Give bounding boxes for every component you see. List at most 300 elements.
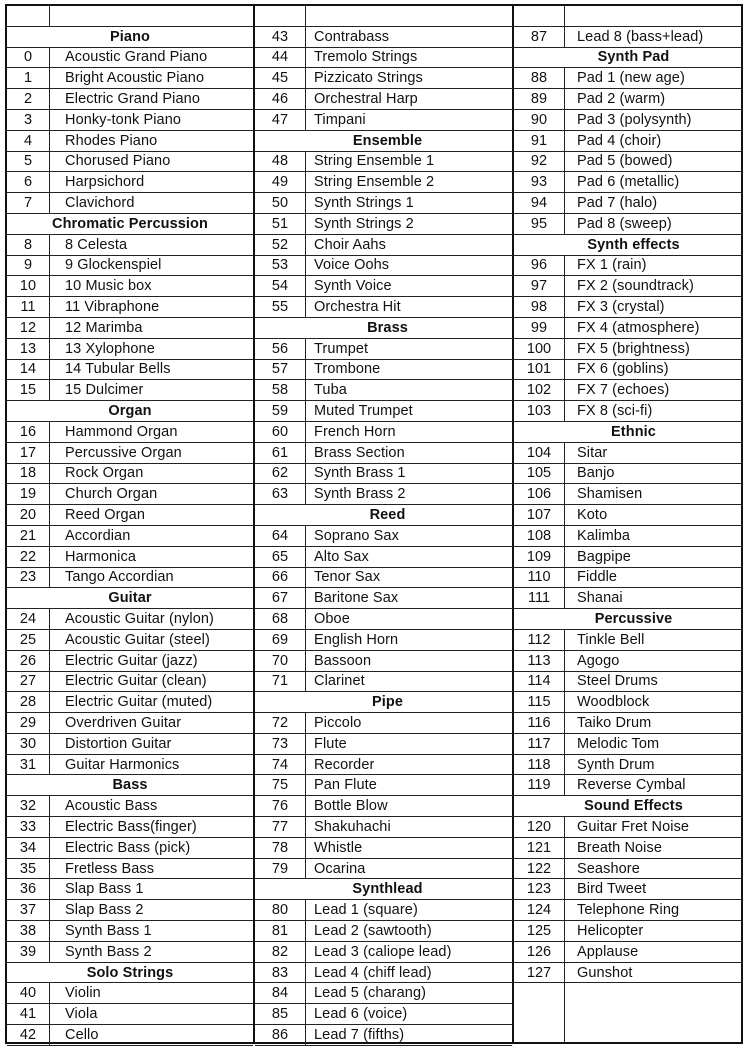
instrument-name: Choir Aahs — [314, 236, 386, 253]
instrument-name: FX 1 (rain) — [577, 257, 647, 274]
section-header — [255, 879, 512, 900]
program-number: 39 — [7, 942, 50, 962]
instrument-name: 12 Marimba — [65, 319, 143, 336]
instrument-name: Slap Bass 2 — [65, 902, 144, 919]
instrument-name: Lead 5 (charang) — [314, 985, 427, 1002]
program-number: 77 — [255, 817, 306, 837]
table-row — [514, 27, 741, 48]
program-number: 96 — [514, 256, 565, 276]
program-number: 126 — [514, 942, 565, 962]
instrument-name: Slap Bass 1 — [65, 881, 144, 898]
table-row — [514, 256, 741, 277]
instrument-name — [50, 6, 253, 26]
instrument-name: French Horn — [314, 423, 396, 440]
instrument-name: Bagpipe — [577, 548, 631, 565]
program-number: 43 — [255, 27, 306, 47]
program-number: 110 — [514, 568, 565, 588]
table-row — [255, 630, 512, 651]
instrument-name: Electric Grand Piano — [65, 91, 200, 108]
instrument-name: Pizzicato Strings — [314, 70, 423, 87]
table-row — [7, 651, 253, 672]
program-number: 63 — [255, 484, 306, 504]
program-number: 49 — [255, 172, 306, 192]
program-number: 106 — [514, 484, 565, 504]
table-row — [514, 297, 741, 318]
table-row — [255, 464, 512, 485]
instrument-name: Accordian — [65, 527, 131, 544]
table-row — [255, 276, 512, 297]
table-row — [7, 609, 253, 630]
instrument-name: Lead 7 (fifths) — [314, 1026, 405, 1043]
instrument-name: Applause — [577, 943, 639, 960]
instrument-name: 15 Dulcimer — [65, 382, 144, 399]
program-number: 26 — [7, 651, 50, 671]
instrument-name: Soprano Sax — [314, 527, 399, 544]
table-row — [255, 110, 512, 131]
program-number: 56 — [255, 339, 306, 359]
section-header — [514, 235, 741, 256]
instrument-name: Ocarina — [314, 860, 366, 877]
program-number: 32 — [7, 796, 50, 816]
instrument-name: Viola — [65, 1006, 98, 1023]
instrument-name: Tremolo Strings — [314, 49, 418, 66]
instrument-name: Pad 8 (sweep) — [577, 215, 672, 232]
instrument-name: Pan Flute — [314, 777, 377, 794]
program-number: 59 — [255, 401, 306, 421]
instrument-name: Violin — [65, 985, 101, 1002]
program-number: 85 — [255, 1004, 306, 1024]
instrument-name: Percussive Organ — [65, 444, 182, 461]
program-number: 62 — [255, 464, 306, 484]
table-row — [255, 588, 512, 609]
instrument-name: Shamisen — [577, 486, 643, 503]
instrument-name: Pad 6 (metallic) — [577, 174, 680, 191]
program-number: 29 — [7, 713, 50, 733]
program-number: 86 — [255, 1025, 306, 1045]
instrument-name: Electric Guitar (clean) — [65, 673, 207, 690]
instrument-name: Pad 3 (polysynth) — [577, 111, 692, 128]
program-number: 12 — [7, 318, 50, 338]
table-row — [7, 859, 253, 880]
table-row — [255, 900, 512, 921]
table-row — [255, 214, 512, 235]
table-row — [514, 630, 741, 651]
program-number: 20 — [7, 505, 50, 525]
program-number: 82 — [255, 942, 306, 962]
section-title: Guitar — [108, 590, 152, 607]
program-number: 105 — [514, 464, 565, 484]
table-row — [7, 422, 253, 443]
instrument-name: Electric Bass(finger) — [65, 818, 197, 835]
table-row — [514, 380, 741, 401]
program-number: 65 — [255, 547, 306, 567]
table-row — [255, 443, 512, 464]
program-number: 92 — [514, 152, 565, 172]
program-number: 58 — [255, 380, 306, 400]
program-number: 48 — [255, 152, 306, 172]
section-title: Reed — [369, 507, 406, 524]
program-number: 78 — [255, 838, 306, 858]
table-row — [7, 921, 253, 942]
section-title: Sound Effects — [584, 798, 683, 815]
program-number: 52 — [255, 235, 306, 255]
table-row — [255, 484, 512, 505]
program-number: 120 — [514, 817, 565, 837]
program-number: 66 — [255, 568, 306, 588]
instrument-name: Reverse Cymbal — [577, 777, 686, 794]
instrument-name: Church Organ — [65, 486, 158, 503]
program-number: 119 — [514, 775, 565, 795]
table-row — [7, 131, 253, 152]
program-number: 19 — [7, 484, 50, 504]
program-number: 109 — [514, 547, 565, 567]
program-number: 114 — [514, 672, 565, 692]
instrument-name: Distortion Guitar — [65, 735, 172, 752]
program-number: 37 — [7, 900, 50, 920]
program-number: 24 — [7, 609, 50, 629]
table-row — [514, 692, 741, 713]
instrument-name: Acoustic Guitar (steel) — [65, 631, 210, 648]
program-number: 98 — [514, 297, 565, 317]
table-row — [7, 879, 253, 900]
instrument-name: Sitar — [577, 444, 608, 461]
table-row — [255, 193, 512, 214]
table-row — [514, 318, 741, 339]
instrument-name: Lead 4 (chiff lead) — [314, 964, 432, 981]
program-number: 121 — [514, 838, 565, 858]
table-row — [255, 942, 512, 963]
table-row — [255, 775, 512, 796]
instrument-name: Whistle — [314, 839, 363, 856]
program-number: 36 — [7, 879, 50, 899]
program-number: 18 — [7, 464, 50, 484]
program-number — [7, 6, 50, 26]
instrument-name: Guitar Fret Noise — [577, 818, 690, 835]
table-row — [514, 360, 741, 381]
table-row — [255, 401, 512, 422]
table-row — [7, 755, 253, 776]
instrument-name: Pad 1 (new age) — [577, 70, 685, 87]
instrument-name: Telephone Ring — [577, 902, 680, 919]
program-number: 11 — [7, 297, 50, 317]
table-row — [7, 630, 253, 651]
instrument-name: Gunshot — [577, 964, 633, 981]
table-row — [255, 256, 512, 277]
instrument-name: Woodblock — [577, 694, 650, 711]
instrument-name: Overdriven Guitar — [65, 714, 182, 731]
table-row — [514, 131, 741, 152]
instrument-name: Oboe — [314, 611, 350, 627]
section-title: Piano — [110, 28, 150, 45]
instrument-name: 14 Tubular Bells — [65, 361, 171, 378]
program-number: 125 — [514, 921, 565, 941]
table-row — [514, 547, 741, 568]
table-row — [255, 68, 512, 89]
table-column-3 — [512, 6, 741, 1042]
instrument-name: Acoustic Bass — [65, 798, 158, 815]
instrument-name: String Ensemble 1 — [314, 153, 435, 170]
table-row — [7, 817, 253, 838]
header-row — [255, 6, 512, 27]
program-number: 60 — [255, 422, 306, 442]
program-number: 5 — [7, 152, 50, 172]
instrument-name: Tenor Sax — [314, 569, 381, 586]
program-number: 76 — [255, 796, 306, 816]
instrument-name: 11 Vibraphone — [65, 299, 160, 316]
instrument-name: Synth Brass 2 — [314, 486, 406, 503]
instrument-name: Lead 2 (sawtooth) — [314, 922, 432, 939]
table-row — [7, 942, 253, 963]
table-row — [7, 152, 253, 173]
table-row — [7, 526, 253, 547]
program-number: 107 — [514, 505, 565, 525]
table-row — [255, 152, 512, 173]
instrument-name — [565, 6, 741, 26]
section-title: Chromatic Percussion — [52, 215, 208, 232]
instrument-name: Bright Acoustic Piano — [65, 70, 205, 87]
instrument-name: Baritone Sax — [314, 590, 399, 607]
section-header — [514, 48, 741, 69]
table-row — [255, 172, 512, 193]
instrument-table — [5, 4, 743, 1044]
table-row — [7, 68, 253, 89]
instrument-name: Synth Strings 1 — [314, 195, 414, 212]
section-header — [255, 131, 512, 152]
program-number: 103 — [514, 401, 565, 421]
table-row — [514, 505, 741, 526]
table-row — [514, 339, 741, 360]
instrument-name: Synth Brass 1 — [314, 465, 406, 482]
instrument-name: Rhodes Piano — [65, 132, 158, 149]
table-row — [7, 838, 253, 859]
instrument-name: Kalimba — [577, 527, 631, 544]
section-title: Bass — [112, 777, 148, 794]
instrument-name: Lead 8 (bass+lead) — [577, 28, 704, 45]
instrument-name: 8 Celesta — [65, 236, 128, 253]
program-number: 113 — [514, 651, 565, 671]
program-number: 14 — [7, 360, 50, 380]
instrument-name: Synth Voice — [314, 278, 392, 295]
table-row — [7, 547, 253, 568]
table-row — [255, 755, 512, 776]
instrument-name: Fiddle — [577, 569, 618, 586]
table-row — [514, 755, 741, 776]
program-number: 27 — [7, 672, 50, 692]
instrument-name: Flute — [314, 735, 347, 752]
instrument-name: Lead 1 (square) — [314, 902, 418, 919]
table-row — [255, 1025, 512, 1046]
program-number: 117 — [514, 734, 565, 754]
table-row — [514, 588, 741, 609]
program-number: 91 — [514, 131, 565, 151]
instrument-name: Electric Guitar (muted) — [65, 694, 213, 711]
program-number: 16 — [7, 422, 50, 442]
section-title: Percussive — [594, 611, 673, 627]
table-row — [7, 672, 253, 693]
table-row — [514, 879, 741, 900]
program-number: 81 — [255, 921, 306, 941]
instrument-name: Helicopter — [577, 922, 644, 939]
program-number: 53 — [255, 256, 306, 276]
table-row — [255, 983, 512, 1004]
table-row — [7, 360, 253, 381]
instrument-name: Bassoon — [314, 652, 372, 669]
instrument-name: 10 Music box — [65, 278, 152, 295]
table-row — [255, 235, 512, 256]
instrument-name: Pad 2 (warm) — [577, 91, 666, 108]
instrument-name: Cello — [65, 1026, 99, 1043]
program-number: 2 — [7, 89, 50, 109]
program-number: 127 — [514, 963, 565, 983]
table-row — [255, 27, 512, 48]
section-title: Organ — [108, 403, 152, 420]
instrument-name: Tinkle Bell — [577, 631, 645, 648]
program-number: 46 — [255, 89, 306, 109]
program-number: 6 — [7, 172, 50, 192]
table-row — [7, 692, 253, 713]
table-row — [514, 775, 741, 796]
program-number: 28 — [7, 692, 50, 712]
section-header — [7, 963, 253, 984]
table-row — [514, 900, 741, 921]
header-row — [514, 6, 741, 27]
instrument-name: Taiko Drum — [577, 714, 652, 731]
section-header — [514, 609, 741, 630]
instrument-name: Fretless Bass — [65, 860, 155, 877]
table-row — [255, 339, 512, 360]
table-row — [255, 859, 512, 880]
instrument-name: Muted Trumpet — [314, 403, 413, 420]
program-number: 69 — [255, 630, 306, 650]
instrument-name: 9 Glockenspiel — [65, 257, 162, 274]
instrument-name: Melodic Tom — [577, 735, 660, 752]
program-number: 25 — [7, 630, 50, 650]
program-number: 13 — [7, 339, 50, 359]
table-row — [514, 401, 741, 422]
program-number: 23 — [7, 568, 50, 588]
table-row — [7, 484, 253, 505]
table-row — [7, 734, 253, 755]
empty-cell — [514, 983, 565, 1042]
program-number: 79 — [255, 859, 306, 879]
table-row — [514, 214, 741, 235]
table-row — [514, 172, 741, 193]
program-number: 40 — [7, 983, 50, 1003]
table-row — [255, 838, 512, 859]
program-number: 108 — [514, 526, 565, 546]
program-number: 17 — [7, 443, 50, 463]
table-row — [514, 672, 741, 693]
table-row — [255, 297, 512, 318]
table-row — [514, 484, 741, 505]
table-row — [7, 1004, 253, 1025]
section-header — [255, 692, 512, 713]
table-row — [514, 152, 741, 173]
instrument-name: Clarinet — [314, 673, 365, 690]
instrument-name: Pad 7 (halo) — [577, 195, 658, 212]
instrument-name: Shanai — [577, 590, 623, 607]
table-row — [7, 110, 253, 131]
table-row — [514, 568, 741, 589]
section-header — [7, 775, 253, 796]
table-row — [7, 172, 253, 193]
instrument-name: 13 Xylophone — [65, 340, 155, 357]
program-number: 111 — [514, 588, 565, 608]
table-row — [255, 568, 512, 589]
section-header — [7, 401, 253, 422]
table-row — [7, 505, 253, 526]
table-row — [255, 651, 512, 672]
table-row — [514, 859, 741, 880]
table-column-1 — [7, 6, 253, 1042]
program-number: 10 — [7, 276, 50, 296]
program-number: 67 — [255, 588, 306, 608]
program-number: 1 — [7, 68, 50, 88]
program-number: 31 — [7, 755, 50, 775]
table-row — [7, 1025, 253, 1046]
instrument-name: Clavichord — [65, 195, 135, 212]
instrument-name: Reed Organ — [65, 507, 145, 524]
program-number: 54 — [255, 276, 306, 296]
program-number: 94 — [514, 193, 565, 213]
instrument-name: Lead 3 (caliope lead) — [314, 943, 452, 960]
table-row — [255, 713, 512, 734]
table-row — [255, 796, 512, 817]
table-row — [7, 48, 253, 69]
section-header — [7, 214, 253, 235]
table-row — [7, 276, 253, 297]
instrument-name: Bird Tweet — [577, 881, 647, 898]
instrument-name: FX 2 (soundtrack) — [577, 278, 694, 295]
empty-filler — [514, 983, 741, 1042]
section-header — [7, 27, 253, 48]
instrument-name: Pad 5 (bowed) — [577, 153, 673, 170]
instrument-name: Pad 4 (choir) — [577, 132, 662, 149]
program-number: 97 — [514, 276, 565, 296]
table-row — [255, 1004, 512, 1025]
instrument-name: Lead 6 (voice) — [314, 1006, 408, 1023]
section-title: Pipe — [371, 694, 404, 711]
program-number: 101 — [514, 360, 565, 380]
table-row — [514, 68, 741, 89]
table-row — [514, 276, 741, 297]
instrument-name: Synth Drum — [577, 756, 655, 773]
instrument-name: Trombone — [314, 361, 381, 378]
table-row — [514, 921, 741, 942]
instrument-name: Steel Drums — [577, 673, 658, 690]
section-header — [514, 796, 741, 817]
table-row — [255, 817, 512, 838]
program-number: 21 — [7, 526, 50, 546]
table-row — [7, 443, 253, 464]
program-number: 4 — [7, 131, 50, 151]
table-row — [514, 734, 741, 755]
instrument-name: Synth Bass 2 — [65, 943, 152, 960]
instrument-name: Synth Bass 1 — [65, 922, 152, 939]
instrument-name: Bottle Blow — [314, 798, 388, 815]
table-row — [7, 983, 253, 1004]
section-title: Ethnic — [611, 423, 656, 440]
table-row — [255, 672, 512, 693]
instrument-name: Synth Strings 2 — [314, 215, 414, 232]
table-row — [255, 89, 512, 110]
instrument-name: Honky-tonk Piano — [65, 111, 182, 128]
instrument-name: Acoustic Guitar (nylon) — [65, 611, 214, 627]
program-number: 15 — [7, 380, 50, 400]
program-number: 30 — [7, 734, 50, 754]
instrument-name: Agogo — [577, 652, 620, 669]
table-row — [514, 942, 741, 963]
